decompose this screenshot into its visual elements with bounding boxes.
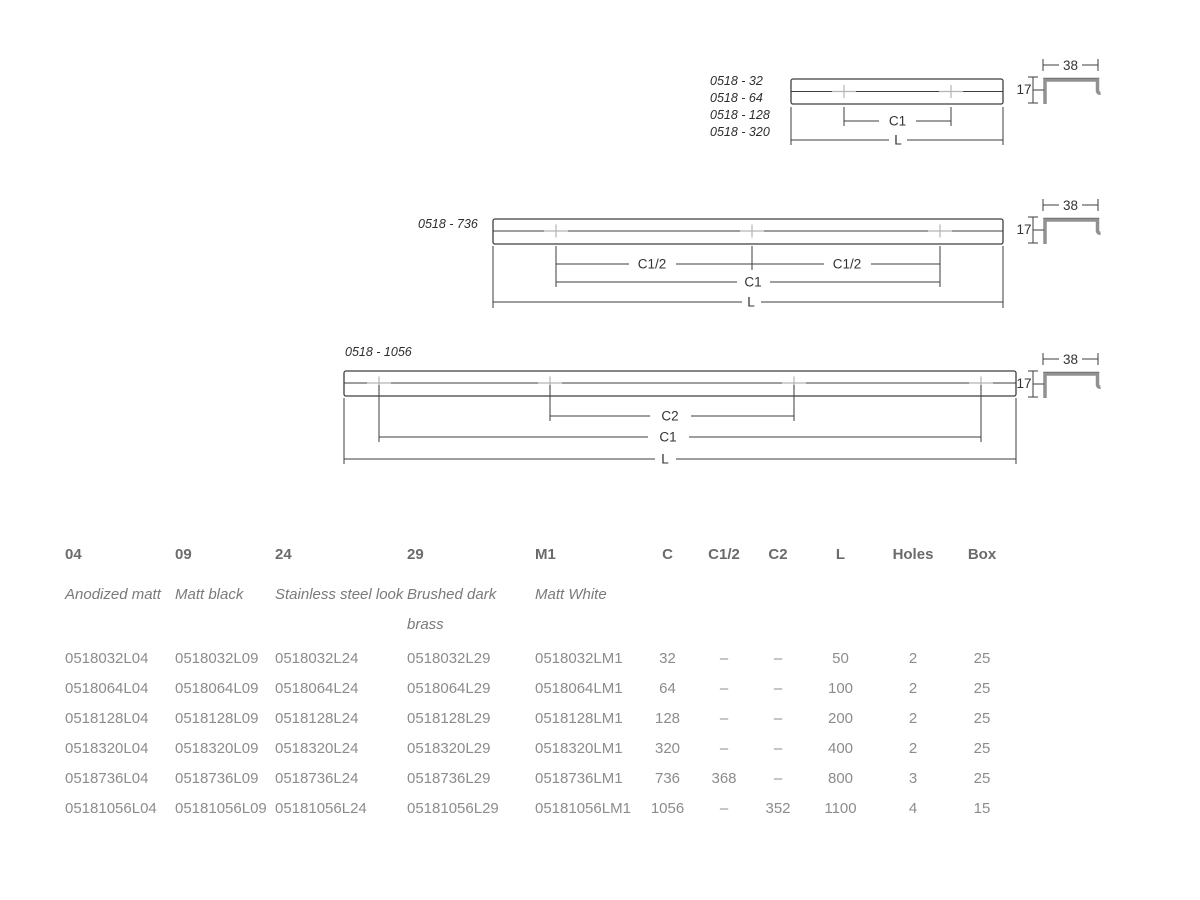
value-c: 64 <box>659 680 676 697</box>
value-holes: 3 <box>908 770 918 787</box>
part-number: 05181056L24 <box>275 800 367 817</box>
dim-label-c1: C1 <box>744 274 762 290</box>
product-code-label: 0518 - 320 <box>710 125 770 139</box>
col-header: C1/2 <box>708 546 740 563</box>
part-number: 0518032L29 <box>407 650 491 667</box>
finish-name: Brushed dark brass <box>407 586 497 633</box>
part-number: 0518736L24 <box>275 770 359 787</box>
part-number: 0518320L09 <box>175 740 259 757</box>
value-c2: – <box>773 770 783 787</box>
finish-name: Matt black <box>175 586 244 603</box>
part-number: 0518320L24 <box>275 740 359 757</box>
col-header: 24 <box>275 546 292 563</box>
part-number: 0518736LM1 <box>535 770 623 787</box>
part-number: 0518032LM1 <box>535 650 623 667</box>
part-number: 0518320L04 <box>65 740 149 757</box>
part-number: 0518128L04 <box>65 710 149 727</box>
value-box: 15 <box>973 800 991 817</box>
part-number: 0518128L29 <box>407 710 491 727</box>
value-c-half: – <box>719 680 729 697</box>
part-number: 0518064L29 <box>407 680 491 697</box>
part-number: 0518032L24 <box>275 650 359 667</box>
table-row <box>65 674 1016 704</box>
part-number: 0518736L29 <box>407 770 491 787</box>
value-holes: 2 <box>908 740 918 757</box>
value-c: 736 <box>654 770 681 787</box>
cross-section-view <box>1016 58 1100 104</box>
part-number: 0518128L24 <box>275 710 359 727</box>
dim-label-c2: C2 <box>661 408 679 424</box>
value-c2: – <box>773 650 783 667</box>
cross-section-view <box>1016 352 1100 398</box>
dim-label-c-half: C1/2 <box>637 256 667 272</box>
part-number: 0518064L24 <box>275 680 359 697</box>
part-number: 0518032L09 <box>175 650 259 667</box>
part-number: 0518128LM1 <box>535 710 623 727</box>
value-c-half: – <box>719 740 729 757</box>
product-code-label: 0518 - 128 <box>710 108 770 122</box>
finish-code-header-row <box>65 546 1016 580</box>
value-l: 50 <box>832 650 849 667</box>
col-header: Holes <box>892 546 934 563</box>
value-box: 25 <box>973 650 991 667</box>
part-number: 0518320L29 <box>407 740 491 757</box>
value-l: 100 <box>827 680 854 697</box>
diagram-long-handle <box>344 345 1101 467</box>
value-box: 25 <box>973 710 991 727</box>
diagram-medium-handle <box>418 198 1101 310</box>
dim-label-l: L <box>661 451 669 467</box>
table-row <box>65 644 1016 674</box>
col-header: M1 <box>535 546 556 563</box>
col-header: L <box>835 546 846 563</box>
table-row <box>65 704 1016 734</box>
part-number: 0518064L09 <box>175 680 259 697</box>
cross-section-view <box>1016 198 1100 244</box>
product-code-label: 0518 - 736 <box>418 217 478 231</box>
value-c: 320 <box>654 740 681 757</box>
table-row <box>65 794 1016 824</box>
table-row <box>65 764 1016 794</box>
part-number: 0518736L09 <box>175 770 259 787</box>
value-c-half: – <box>719 800 729 817</box>
value-c: 32 <box>659 650 676 667</box>
part-number: 05181056LM1 <box>535 800 631 817</box>
col-header: 09 <box>175 546 192 563</box>
dim-label-c-half: C1/2 <box>832 256 862 272</box>
value-c-half: 368 <box>711 770 737 787</box>
product-code-label: 0518 - 32 <box>710 74 763 88</box>
col-header: Box <box>967 546 997 563</box>
value-c2: – <box>773 680 783 697</box>
finish-name-row <box>65 580 1016 644</box>
value-box: 25 <box>973 680 991 697</box>
col-header: C2 <box>768 546 788 563</box>
value-c: 1056 <box>650 800 685 817</box>
value-l: 1100 <box>824 800 857 817</box>
value-box: 25 <box>973 770 991 787</box>
value-c-half: – <box>719 710 729 727</box>
col-header: C <box>662 546 673 563</box>
finish-name: Anodized matt <box>65 586 161 603</box>
part-number: 0518032L04 <box>65 650 149 667</box>
product-code-label: 0518 - 1056 <box>345 345 412 359</box>
value-holes: 4 <box>908 800 918 817</box>
part-number: 0518736L04 <box>65 770 149 787</box>
product-code-label: 0518 - 64 <box>710 91 763 105</box>
part-number: 0518064L04 <box>65 680 149 697</box>
value-holes: 2 <box>908 710 918 727</box>
dim-label-c1: C1 <box>659 429 677 445</box>
value-c2: 352 <box>765 800 791 817</box>
dim-label-l: L <box>747 294 755 310</box>
dim-label-l: L <box>894 132 902 148</box>
part-number: 0518064LM1 <box>535 680 623 697</box>
dim-label-c1: C1 <box>888 113 907 129</box>
finish-name: Matt White <box>535 586 607 603</box>
part-number: 05181056L04 <box>65 800 157 817</box>
value-c2: – <box>773 740 783 757</box>
col-header: 04 <box>65 546 82 563</box>
value-l: 200 <box>827 710 854 727</box>
value-c2: – <box>773 710 783 727</box>
col-header: 29 <box>407 546 424 563</box>
technical-drawings: 38 17 0518 - 32 0518 - 64 0518 - 128 0518 - 320 C1 L 0518 - 736 C1/2 C1/2 C1 L 0518 - 1056 C2 C1 L <box>0 0 1200 500</box>
value-box: 25 <box>973 740 991 757</box>
value-l: 800 <box>827 770 854 787</box>
spec-table <box>65 546 1016 824</box>
part-number: 0518128L09 <box>175 710 259 727</box>
value-holes: 2 <box>908 680 918 697</box>
value-holes: 2 <box>908 650 918 667</box>
diagram-short-handle <box>710 58 1101 148</box>
part-number: 05181056L29 <box>407 800 499 817</box>
finish-name: Stainless steel look <box>275 586 404 603</box>
value-c: 128 <box>654 710 681 727</box>
part-number: 05181056L09 <box>175 800 267 817</box>
part-number: 0518320LM1 <box>535 740 623 757</box>
value-l: 400 <box>827 740 854 757</box>
table-row <box>65 734 1016 764</box>
value-c-half: – <box>719 650 729 667</box>
